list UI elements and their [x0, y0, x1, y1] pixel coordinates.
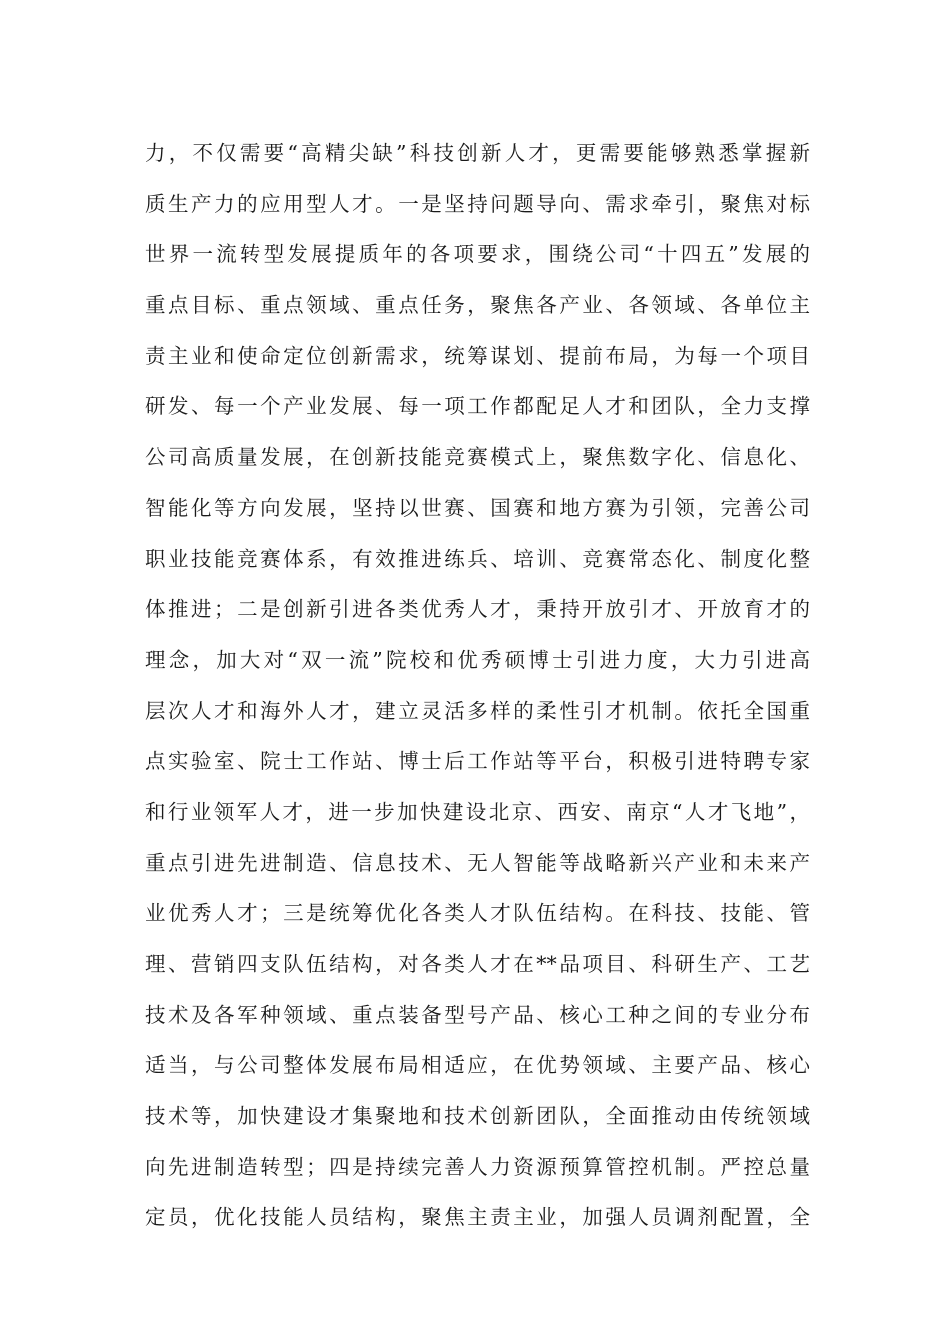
text-line: 定员，优化技能人员结构，聚焦主责主业，加强人员调剂配置，全	[145, 1205, 810, 1230]
text-line: 重点目标、重点领域、重点任务，聚焦各产业、各领域、各单位主	[145, 293, 810, 318]
text-line: 世界一流转型发展提质年的各项要求，围绕公司“十四五”发展的	[145, 242, 810, 267]
text-line: 智能化等方向发展，坚持以世赛、国赛和地方赛为引领，完善公司	[145, 495, 810, 520]
text-line: 力，不仅需要“高精尖缺”科技创新人才，更需要能够熟悉掌握新	[145, 141, 810, 165]
text-line: 职业技能竞赛体系，有效推进练兵、培训、竞赛常态化、制度化整	[145, 546, 810, 571]
text-line: 层次人才和海外人才，建立灵活多样的柔性引才机制。依托全国重	[145, 698, 810, 723]
text-line: 体推进；二是创新引进各类优秀人才，秉持开放引才、开放育才的	[145, 597, 810, 622]
text-line: 业优秀人才；三是统筹优化各类人才队伍结构。在科技、技能、管	[145, 901, 810, 926]
text-line: 和行业领军人才，进一步加快建设北京、西安、南京“人才飞地”，	[145, 799, 810, 824]
text-line: 重点引进先进制造、信息技术、无人智能等战略新兴产业和未来产	[145, 850, 810, 875]
text-line: 质生产力的应用型人才。一是坚持问题导向、需求牵引，聚焦对标	[145, 191, 810, 216]
text-line: 向先进制造转型；四是持续完善人力资源预算管控机制。严控总量	[145, 1154, 810, 1179]
body-text	[145, 128, 810, 1243]
text-line: 公司高质量发展，在创新技能竞赛模式上，聚焦数字化、信息化、	[145, 445, 810, 470]
text-line: 理念，加大对“双一流”院校和优秀硕博士引进力度，大力引进高	[145, 647, 810, 672]
text-line: 理、营销四支队伍结构，对各类人才在**品项目、科研生产、工艺	[145, 952, 810, 976]
text-line: 点实验室、院士工作站、博士后工作站等平台，积极引进特聘专家	[145, 749, 810, 774]
text-line: 责主业和使命定位创新需求，统筹谋划、提前布局，为每一个项目	[145, 343, 810, 368]
text-line: 适当，与公司整体发展布局相适应，在优势领域、主要产品、核心	[145, 1053, 810, 1078]
text-line: 技术等，加快建设才集聚地和技术创新团队，全面推动由传统领域	[145, 1104, 810, 1129]
text-line: 技术及各军种领域、重点装备型号产品、核心工种之间的专业分布	[145, 1002, 810, 1027]
text-line: 研发、每一个产业发展、每一项工作都配足人才和团队，全力支撑	[145, 394, 810, 419]
